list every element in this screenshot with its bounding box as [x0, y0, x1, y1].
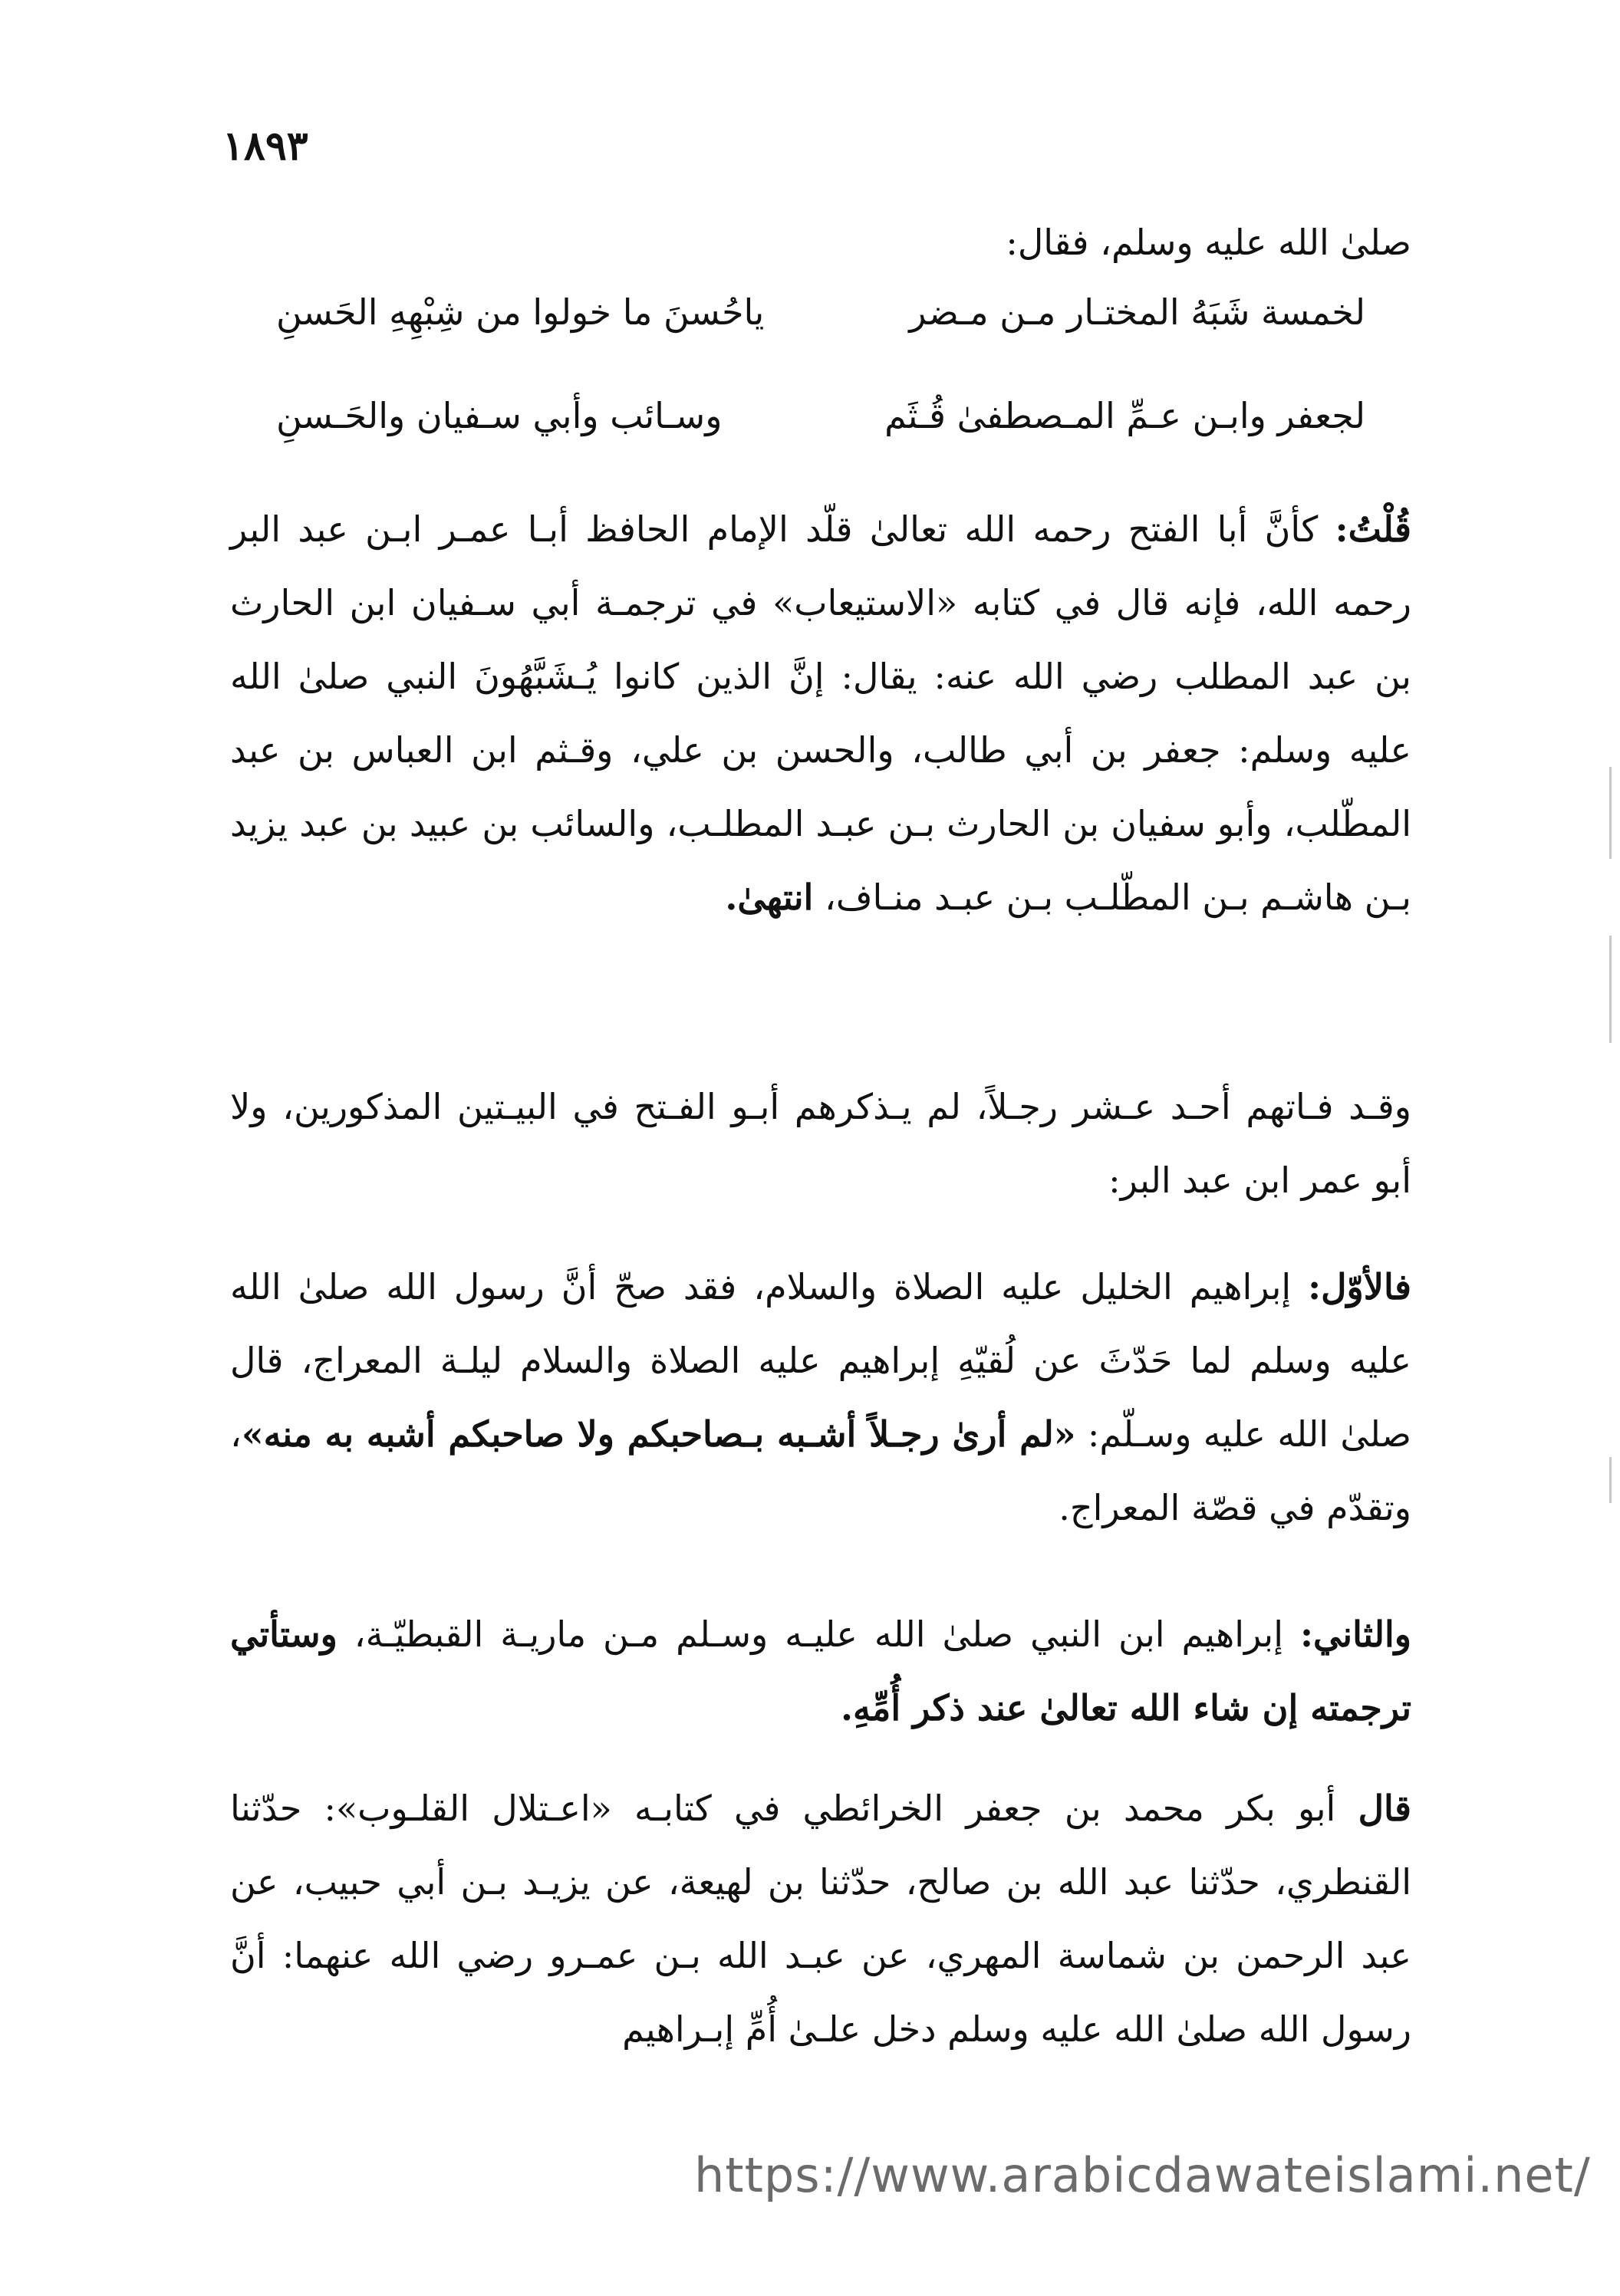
- verse-1: [276, 291, 1365, 353]
- paragraph-missed: [230, 1070, 1411, 1217]
- paragraph-text: أبو بكر محمد بن جعفر الخرائطي في كتابـه «اعـتلال القلـوب»: حدّثنا القنطري، حدّثنا عبد الله بن صالح، حدّثنا بن لهيعة، عن يزيـد بـن أبي حبيب، عن عبد الرحمن بن شماسة المهري، عن عبـد الله بـن عمـرو رضي الله عنهما: أنَّ رسول الله صلىٰ الله عليه وسلم دخل علـىٰ أُمِّ إبـراهيم: [230, 1788, 1411, 2050]
- paragraph-text: إبراهيم ابن النبي صلىٰ الله عليـه وسـلم مـن ماريـة القبطيّـة،: [337, 1613, 1300, 1655]
- scan-edge-mark: [1609, 1457, 1612, 1503]
- paragraph-first: [230, 1250, 1411, 1544]
- paragraph-second: [230, 1597, 1411, 1745]
- paragraph-text: كأنَّ أبا الفتح رحمه الله تعالىٰ قلّد الإمام الحافظ أبـا عمـر ابـن عبد البر رحمه الله، فإنه قال في كتابه «الاستيعاب» في ترجمـة أبي سـفيان ابن الحارث بن عبد المطلب رضي الله عنه: يقال: إنَّ الذين كانوا يُـشَبَّهُونَ النبي صلىٰ الله عليه وسلم: جعفر بن أبي طالب، والحسن بن علي، وقـثم ابن العباس بن عبد المطّلب، وأبو سفيان بن الحارث بـن عبـد المطلـب، والسائب بن عبيد بن عبد يزيد بـن هاشـم بـن المطّلـب بـن عبـد منـاف،: [230, 508, 1411, 918]
- paragraph-text: وقـد فـاتهم أحـد عـشر رجـلاً، لم يـذكرهم أبـو الفـتح في البيـتين المذكورين، ولا أبو عمر ابن عبد البر:: [230, 1086, 1411, 1201]
- paragraph-lead: قال: [1358, 1788, 1411, 1829]
- scan-edge-mark: [1609, 767, 1612, 859]
- intro-line: صلىٰ الله عليه وسلم، فقال:: [1006, 222, 1411, 263]
- paragraph-lead: والثاني:: [1299, 1613, 1411, 1655]
- page-number: ١٨٩٣: [222, 123, 308, 169]
- hadith-quote: «لم أرىٰ رجـلاً أشـبه بـصاحبكم ولا صاحبكم أشبه به منه»: [241, 1413, 1076, 1455]
- verse-2: [276, 395, 1365, 456]
- paragraph-qultu: [230, 492, 1411, 934]
- paragraph-text: إبراهيم الخليل عليه الصلاة والسلام، فقد صحّ أنَّ رسول الله صلىٰ الله عليه وسلم لما حَدّثَ عن لُقيّهِ إبراهيم عليه الصلاة والسلام ليلـة المعراج، قال صلىٰ الله عليه وسـلّم:: [230, 1266, 1411, 1455]
- paragraph-kharaiti: [230, 1771, 1411, 2066]
- paragraph-end: انتهىٰ.: [725, 877, 814, 918]
- verse-1-second-hemistich: ياحُسنَ ما خولوا من شِبْهِهِ الحَسنِ: [276, 291, 765, 333]
- scan-edge-mark: [1609, 936, 1612, 1043]
- paragraph-bold-end: وستأتي ترجمته إن شاء الله تعالىٰ عند ذكر أُمِّهِ.: [230, 1613, 1411, 1729]
- verse-2-second-hemistich: وسـائب وأبي سـفيان والحَـسنِ: [276, 395, 723, 436]
- paragraph-lead: قُلْتُ:: [1335, 508, 1411, 550]
- verse-2-first-hemistich: لجعفر وابـن عـمِّ المـصطفىٰ قُـثَم: [884, 395, 1365, 436]
- watermark-url: https://www.arabicdawateislami.net/: [694, 2147, 1591, 2203]
- verse-1-first-hemistich: لخمسة شَبَهُ المختـار مـن مـضر: [909, 291, 1365, 333]
- paragraph-text-end: ، وتقدّم في قصّة المعراج.: [230, 1413, 1411, 1528]
- paragraph-lead: فالأوّل:: [1308, 1266, 1411, 1308]
